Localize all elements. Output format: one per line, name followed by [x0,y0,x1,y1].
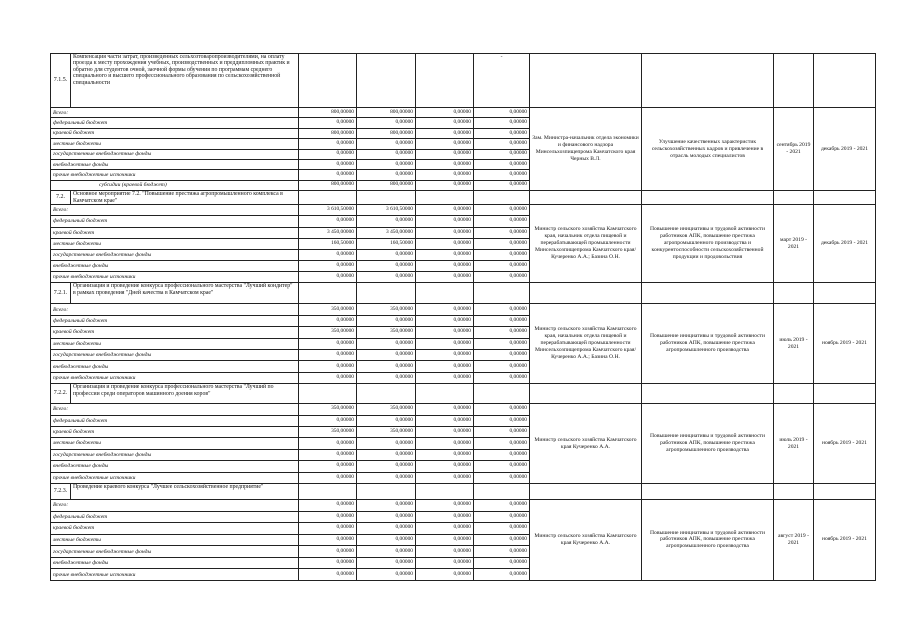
row-label: местные бюджеты [51,438,299,449]
value-cell: 0,00000 [474,128,530,138]
value-cell: 0,00000 [299,118,357,128]
section-title-row [51,483,876,499]
row-label: прочие внебюджетные источники [51,170,299,180]
value-cell: 0,00000 [474,249,530,260]
empty-cell [774,483,814,499]
value-cell: 0,00000 [299,438,357,449]
row-label: прочие внебюджетные источники [51,472,299,483]
value-cell: 0,00000 [474,180,530,190]
value-cell: 0,00000 [474,118,530,128]
value-cell: 0,00000 [474,461,530,472]
value-cell: 0,00000 [474,350,530,361]
value-cell: 800,00000 [299,108,357,118]
value-cell: 0,00000 [416,569,474,581]
section-title: Компенсация части затрат, произведенных сельхозтоваропроизводителями, на оплату проезда к месту прохождения учебных, производственных и преддипломных практик и обратно для студентов очной, заочной формы обучения по программам среднего специального и высшего профессионального образования по сельскохозяйственной специальности [71,54,299,108]
value-cell: 0,00000 [416,546,474,558]
row-label: федеральный бюджет [51,315,299,326]
value-cell: 0,00000 [474,557,530,569]
section-code: 7.2.2. [51,384,71,404]
empty-cell [299,54,357,108]
empty-cell [814,283,876,304]
value-cell: 0,00000 [474,216,530,227]
value-cell: 0,00000 [299,372,357,383]
table-row [51,404,876,415]
value-cell: 0,00000 [299,461,357,472]
responsible-cell: Зам. Министра-начальник отдела экономики и финансового надзора Минсельхозпищепрома Камчатского края Черных В.Л. [530,108,642,191]
section-code: 7.1.5. [51,54,71,108]
value-cell: 0,00000 [416,523,474,535]
value-cell: 0,00000 [416,170,474,180]
row-label: краевой бюджет [51,128,299,138]
empty-cell [474,384,530,404]
start-term-cell: март 2019 - 2021 [774,205,814,283]
value-cell: 350,00000 [357,327,416,338]
value-cell: 0,00000 [474,149,530,159]
empty-cell [474,283,530,304]
value-cell: 0,00000 [357,315,416,326]
value-cell: 0,00000 [357,249,416,260]
value-cell: 0,00000 [299,139,357,149]
value-cell: 0,00000 [357,149,416,159]
empty-cell [530,384,642,404]
value-cell: 0,00000 [299,216,357,227]
value-cell: 0,00000 [416,261,474,272]
value-cell: 0,00000 [416,350,474,361]
value-cell: 0,00000 [416,372,474,383]
section-title-row [51,191,876,205]
responsible-cell: Министр сельского хозяйства Камчатского края Кучеренко А.А. [530,404,642,484]
value-cell: 160,50000 [357,238,416,249]
value-cell: 0,00000 [416,216,474,227]
row-label: федеральный бюджет [51,118,299,128]
value-cell: 0,00000 [357,272,416,283]
value-cell: 0,00000 [357,534,416,546]
row-label: местные бюджеты [51,238,299,249]
row-label: Всего: [51,499,299,511]
value-cell: 0,00000 [357,461,416,472]
value-cell: 0,00000 [474,523,530,535]
row-label: внебюджетные фонды [51,361,299,372]
value-cell: 0,00000 [474,261,530,272]
value-cell: 0,00000 [474,205,530,216]
value-cell: 800,00000 [299,180,357,190]
value-cell: 0,00000 [474,499,530,511]
value-cell: 800,00000 [357,180,416,190]
empty-cell [299,191,357,205]
responsible-cell: Министр сельского хозяйства Камчатского края, начальник отдела пищевой и перерабатывающей промышленности Минсельхозпищепрома Камчатского края/Кучеренко А.А.; Базина О.Н. [530,205,642,283]
value-cell: 0,00000 [416,205,474,216]
end-term-cell: ноябрь 2019 - 2021 [814,304,876,384]
value-cell: 0,00000 [474,415,530,426]
value-cell: 0,00000 [416,149,474,159]
value-cell: 800,00000 [357,128,416,138]
end-term-cell: декабрь 2019 - 2021 [814,108,876,191]
value-cell: 0,00000 [416,272,474,283]
value-cell: 0,00000 [474,272,530,283]
value-cell: 0,00000 [299,534,357,546]
section-code: 7.2. [51,191,71,205]
value-cell: 3 450,00000 [299,227,357,238]
row-label: государственные внебюджетные фонды [51,249,299,260]
row-label: местные бюджеты [51,534,299,546]
value-cell: 0,00000 [357,569,416,581]
empty-cell [642,483,774,499]
value-cell: 0,00000 [474,426,530,437]
row-label: внебюджетные фонды [51,159,299,169]
value-cell: 0,00000 [416,404,474,415]
table-body [51,54,876,581]
value-cell: 0,00000 [299,415,357,426]
empty-cell [357,54,416,108]
row-label: прочие внебюджетные источники [51,372,299,383]
value-cell: 350,00000 [299,426,357,437]
value-cell: 3 450,00000 [357,227,416,238]
empty-cell [774,384,814,404]
table-row [51,205,876,216]
value-cell: 0,00000 [416,338,474,349]
value-cell: 3 610,50000 [299,205,357,216]
value-cell: 0,00000 [299,569,357,581]
value-cell: 0,00000 [474,511,530,523]
value-cell: 0,00000 [357,372,416,383]
row-label: прочие внебюджетные источники [51,272,299,283]
value-cell: 800,00000 [357,108,416,118]
value-cell: 0,00000 [299,472,357,483]
end-term-cell: декабрь 2019 - 2021 [814,205,876,283]
row-label: прочие внебюджетные источники [51,569,299,581]
value-cell: 350,00000 [299,404,357,415]
responsible-cell: Министр сельского хозяйства Камчатского края Кучеренко А.А. [530,499,642,580]
empty-cell [530,483,642,499]
start-term-cell: июль 2019 - 2021 [774,404,814,484]
empty-cell [774,54,814,108]
empty-cell [474,483,530,499]
value-cell: 0,00000 [299,149,357,159]
row-label: Всего: [51,205,299,216]
section-title-row [51,283,876,304]
value-cell: 0,00000 [474,139,530,149]
value-cell: 0,00000 [474,472,530,483]
empty-cell [357,283,416,304]
result-cell: Повышение инициативы и трудовой активности работников АПК, повышение престижа агропромышленного производства и конкурентоспособности сельскохозяйственной продукции и продовольствия [642,205,774,283]
value-cell: 0,00000 [299,557,357,569]
empty-cell [416,384,474,404]
value-cell: 0,00000 [416,472,474,483]
value-cell: 0,00000 [474,227,530,238]
row-label: государственные внебюджетные фонды [51,546,299,558]
value-cell: 0,00000 [357,350,416,361]
responsible-cell: Министр сельского хозяйства Камчатского края, начальник отдела пищевой и перерабатывающей промышленности Минсельхозпищепрома Камчатского края/Кучеренко А.А.; Базина О.Н. [530,304,642,384]
value-cell: 0,00000 [299,523,357,535]
row-label: внебюджетные фонды [51,261,299,272]
value-cell: 0,00000 [416,426,474,437]
value-cell: 0,00000 [299,261,357,272]
value-cell: 0,00000 [416,180,474,190]
value-cell: 0,00000 [357,159,416,169]
section-code: 7.2.1. [51,283,71,304]
section-mark: - [474,54,530,108]
row-label: федеральный бюджет [51,511,299,523]
value-cell: 350,00000 [357,426,416,437]
value-cell: 0,00000 [357,499,416,511]
empty-cell [416,283,474,304]
value-cell: 0,00000 [357,523,416,535]
row-label: Всего: [51,404,299,415]
row-label: внебюджетные фонды [51,461,299,472]
start-term-cell: июль 2019 - 2021 [774,304,814,384]
value-cell: 0,00000 [416,227,474,238]
end-term-cell: ноябрь 2019 - 2021 [814,499,876,580]
value-cell: 0,00000 [299,546,357,558]
row-label: краевой бюджет [51,523,299,535]
row-label: Всего: [51,304,299,315]
section-code: 7.2.3. [51,483,71,499]
section-title: Организация и проведение конкурса профессионального мастерства "Лучший по профессии среди операторов машинного доения коров" [71,384,299,404]
value-cell: 0,00000 [416,499,474,511]
value-cell: 0,00000 [299,361,357,372]
value-cell: 0,00000 [474,315,530,326]
table-row [51,108,876,118]
value-cell: 0,00000 [474,449,530,460]
empty-cell [530,191,642,205]
section-title-row [51,54,876,108]
empty-cell [642,191,774,205]
value-cell: 350,00000 [357,304,416,315]
value-cell: 0,00000 [474,372,530,383]
value-cell: 0,00000 [416,159,474,169]
value-cell: 0,00000 [474,361,530,372]
value-cell: 0,00000 [357,338,416,349]
value-cell: 0,00000 [416,534,474,546]
value-cell: 0,00000 [474,159,530,169]
empty-cell [814,54,876,108]
row-label: федеральный бюджет [51,216,299,227]
row-label: местные бюджеты [51,338,299,349]
value-cell: 0,00000 [416,461,474,472]
value-cell: 0,00000 [357,261,416,272]
row-label: краевой бюджет [51,227,299,238]
empty-cell [416,191,474,205]
value-cell: 0,00000 [357,170,416,180]
value-cell: 0,00000 [299,350,357,361]
section-title: Организация и проведение конкурса профессионального мастерства "Лучший кондитер" в рамках проведения "Дней качества в Камчатском крае" [71,283,299,304]
value-cell: 0,00000 [416,139,474,149]
row-label: государственные внебюджетные фонды [51,449,299,460]
start-term-cell: сентябрь 2019 - 2021 [774,108,814,191]
value-cell: 0,00000 [299,249,357,260]
value-cell: 0,00000 [474,327,530,338]
value-cell: 0,00000 [474,338,530,349]
section-title-row [51,384,876,404]
empty-cell [642,283,774,304]
result-cell: Повышение инициативы и трудовой активности работников АПК, повышение престижа агропромышленного производства [642,404,774,484]
empty-cell [474,191,530,205]
value-cell: 0,00000 [416,361,474,372]
row-label: местные бюджеты [51,139,299,149]
empty-cell [416,483,474,499]
value-cell: 0,00000 [416,238,474,249]
table-row [51,499,876,511]
empty-cell [774,283,814,304]
value-cell: 3 610,50000 [357,205,416,216]
value-cell: 0,00000 [474,404,530,415]
value-cell: 0,00000 [357,361,416,372]
result-cell: Повышение инициативы и трудовой активности работников АПК, повышение престижа агропромышленного производства [642,499,774,580]
result-cell: Улучшение качественных характеристик сельскохозяйственных кадров и привлечение в отрасль молодых специалистов [642,108,774,191]
start-term-cell: август 2019 - 2021 [774,499,814,580]
value-cell: 0,00000 [357,118,416,128]
value-cell: 0,00000 [299,315,357,326]
value-cell: 0,00000 [416,511,474,523]
row-label: субсидии (краевой бюджет) [51,180,299,190]
value-cell: 0,00000 [474,569,530,581]
value-cell: 0,00000 [357,557,416,569]
value-cell: 0,00000 [416,438,474,449]
value-cell: 0,00000 [416,327,474,338]
empty-cell [530,54,642,108]
empty-cell [357,384,416,404]
value-cell: 0,00000 [416,128,474,138]
value-cell: 350,00000 [299,327,357,338]
value-cell: 0,00000 [474,534,530,546]
value-cell: 0,00000 [416,557,474,569]
value-cell: 0,00000 [474,170,530,180]
row-label: государственные внебюджетные фонды [51,350,299,361]
section-title: Основное мероприятие 7.2. "Повышение престижа агропромышленного комплекса в Камчатском крае" [71,191,299,205]
value-cell: 0,00000 [299,159,357,169]
value-cell: 0,00000 [357,546,416,558]
row-label: государственные внебюджетные фонды [51,149,299,159]
value-cell: 0,00000 [357,511,416,523]
empty-cell [530,283,642,304]
value-cell: 0,00000 [299,170,357,180]
empty-cell [357,483,416,499]
empty-cell [814,191,876,205]
value-cell: 0,00000 [357,472,416,483]
empty-cell [642,384,774,404]
empty-cell [416,54,474,108]
empty-cell [357,191,416,205]
value-cell: 160,50000 [299,238,357,249]
empty-cell [814,384,876,404]
value-cell: 0,00000 [474,546,530,558]
empty-cell [299,384,357,404]
row-label: краевой бюджет [51,426,299,437]
table-row [51,304,876,315]
value-cell: 0,00000 [357,139,416,149]
section-title: Проведение краевого конкурса "Лучшее сельскохозяйственное предприятие" [71,483,299,499]
value-cell: 0,00000 [416,118,474,128]
empty-cell [299,283,357,304]
value-cell: 0,00000 [357,438,416,449]
row-label: Всего: [51,108,299,118]
value-cell: 0,00000 [416,249,474,260]
value-cell: 0,00000 [416,304,474,315]
value-cell: 0,00000 [416,108,474,118]
end-term-cell: ноябрь 2019 - 2021 [814,404,876,484]
value-cell: 0,00000 [299,449,357,460]
value-cell: 0,00000 [357,216,416,227]
value-cell: 0,00000 [474,438,530,449]
value-cell: 800,00000 [299,128,357,138]
value-cell: 0,00000 [474,304,530,315]
value-cell: 0,00000 [299,272,357,283]
row-label: внебюджетные фонды [51,557,299,569]
empty-cell [642,54,774,108]
result-cell: Повышение инициативы и трудовой активности работников АПК, повышение престижа агропромышленного производства [642,304,774,384]
value-cell: 350,00000 [299,304,357,315]
empty-cell [814,483,876,499]
value-cell: 0,00000 [299,499,357,511]
value-cell: 0,00000 [416,415,474,426]
value-cell: 0,00000 [357,415,416,426]
empty-cell [774,191,814,205]
value-cell: 0,00000 [357,449,416,460]
budget-table [50,53,876,581]
value-cell: 0,00000 [299,511,357,523]
row-label: федеральный бюджет [51,415,299,426]
value-cell: 0,00000 [416,449,474,460]
value-cell: 0,00000 [416,315,474,326]
value-cell: 0,00000 [299,338,357,349]
empty-cell [299,483,357,499]
value-cell: 0,00000 [474,238,530,249]
value-cell: 0,00000 [474,108,530,118]
row-label: краевой бюджет [51,327,299,338]
value-cell: 350,00000 [357,404,416,415]
